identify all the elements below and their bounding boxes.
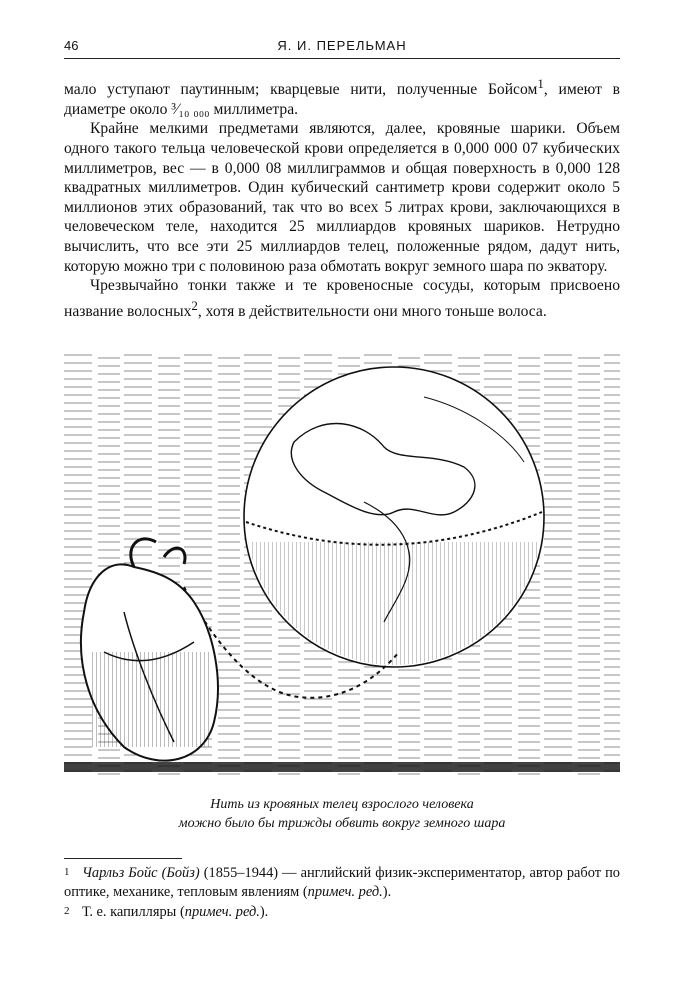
body-text (64, 74, 620, 322)
footnote: 2 Т. е. капилляры (примеч. ред.). (64, 904, 269, 920)
paragraph: Чрезвычайно тонки также и те кровеносные сосуды, которым присвоено название волосных$^2$, хотя в действительности они много тоньше волоса. (64, 277, 620, 320)
paragraph: Крайне мелкими предметами являются, далее, кровяные шарики. Объем одного такого тельца человеческой крови определяется в 0,000 000 07 кубических миллиметров, вес — в 0,000 08 миллиграммов и общая поверхность в 0,000 128 квадратных миллиметров. Один кубический сантиметр крови содержит около 5 миллионов этих образований, так что во всех 5 литрах крови, заключающихся в человеческом теле, находится 25 миллиардов кровяных шариков. Нетрудно вычислить, что все эти 25 миллиардов телец, положенные рядом, дадут нить, которую можно три с половиною раза обмотать вокруг земного шара по экватору. (64, 120, 620, 275)
footnote-ref: 2 (191, 297, 198, 313)
paragraph: мало уступают паутинным; кварцевые нити, полученные Бойсом$^1$, имеют в диаметре около ³⁄₁₀ ₀₀₀ миллиметра. (64, 76, 621, 118)
page-number: 46 (64, 38, 79, 53)
page-header (64, 36, 620, 59)
footnote-divider (64, 858, 182, 859)
running-head: Я. И. ПЕРЕЛЬМАН (277, 38, 407, 53)
figure-caption: Нить из кровяных телец взрослого человека можно было бы трижды обвить вокруг земного шара (178, 797, 506, 831)
footnote-ref: 1 (537, 76, 544, 91)
footnotes (64, 863, 620, 922)
footnote: 1 Чарльз Бойс (Бойз) (1855–1944) — английский физик-экспериментатор, автор работ по оптике, механике, тепловым явлениям (примеч. ред.). (64, 865, 621, 900)
heart-and-globe-illustration (64, 352, 620, 776)
